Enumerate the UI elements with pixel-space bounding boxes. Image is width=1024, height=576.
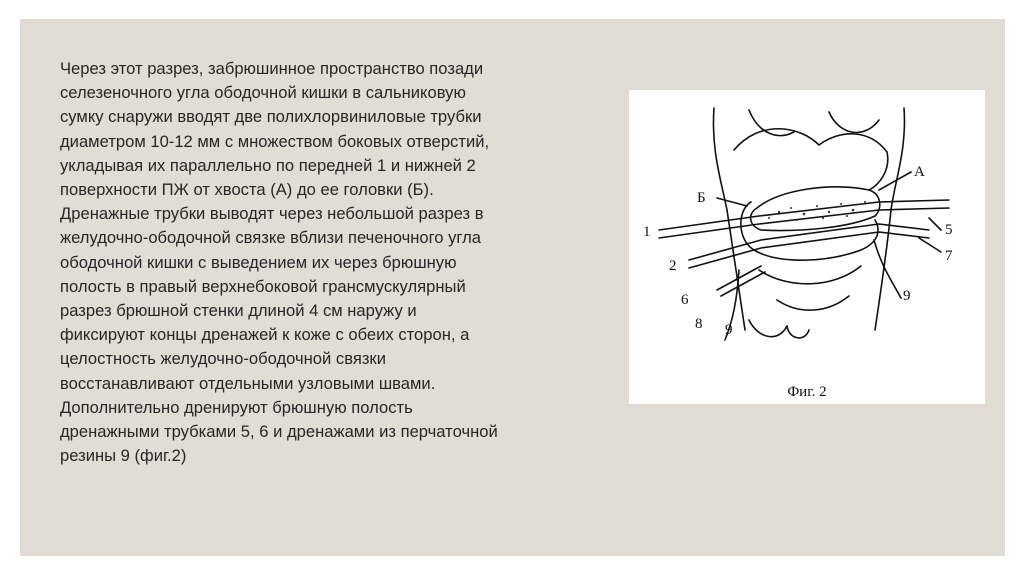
slide — [20, 19, 1005, 556]
label-5: 5 — [945, 222, 953, 238]
leader-5 — [929, 218, 941, 230]
stomach-outline — [734, 129, 888, 190]
leader-7 — [919, 238, 941, 252]
figure-caption: Фиг. 2 — [787, 384, 827, 400]
label-a: А — [914, 164, 925, 180]
lower-loop — [749, 320, 809, 338]
label-b: Б — [697, 190, 706, 206]
label-9-left: 9 — [725, 322, 733, 338]
label-6: 6 — [681, 292, 689, 308]
label-2: 2 — [669, 258, 677, 274]
glove-drain-right — [874, 240, 901, 298]
label-9-right: 9 — [903, 288, 911, 304]
upper-organ-outline — [749, 110, 879, 136]
figure-panel — [629, 90, 985, 404]
anatomical-diagram — [629, 90, 985, 404]
leader-b — [717, 198, 747, 206]
label-1: 1 — [643, 224, 651, 240]
lower-intestine-outline — [759, 266, 861, 310]
body-text: Через этот разрез, забрюшинное пространство позади селезеночного угла ободочной кишки в сальниковую сумку снаружи вводят две полихлорвиниловые трубки диаметром 10-12 мм с множеством боковых отверстий, укладывая их параллельно по передней 1 и нижней 2 поверхности ПЖ от хвоста (А) до ее головки (Б). Дренажные трубки выводят через небольшой разрез в желудочно-ободочной связке вблизи печеночного угла ободочной кишки с выведением их через брюшную полость в правый верхнебоковой грансмускулярный разрез брюшной стенки длиной 4 см наружу и фиксируют концы дренажей к коже с обеих сторон, а целостность желудочно-ободочной связки восстанавливают отдельными узловыми швами. Дополнительно дренируют брюшную полость дренажными трубками 5, 6 и дренажами из перчаточной резины 9 (фиг.2) — [60, 59, 498, 466]
label-8: 8 — [695, 316, 703, 332]
drain-tube-6 — [717, 266, 765, 296]
label-7: 7 — [945, 248, 953, 264]
